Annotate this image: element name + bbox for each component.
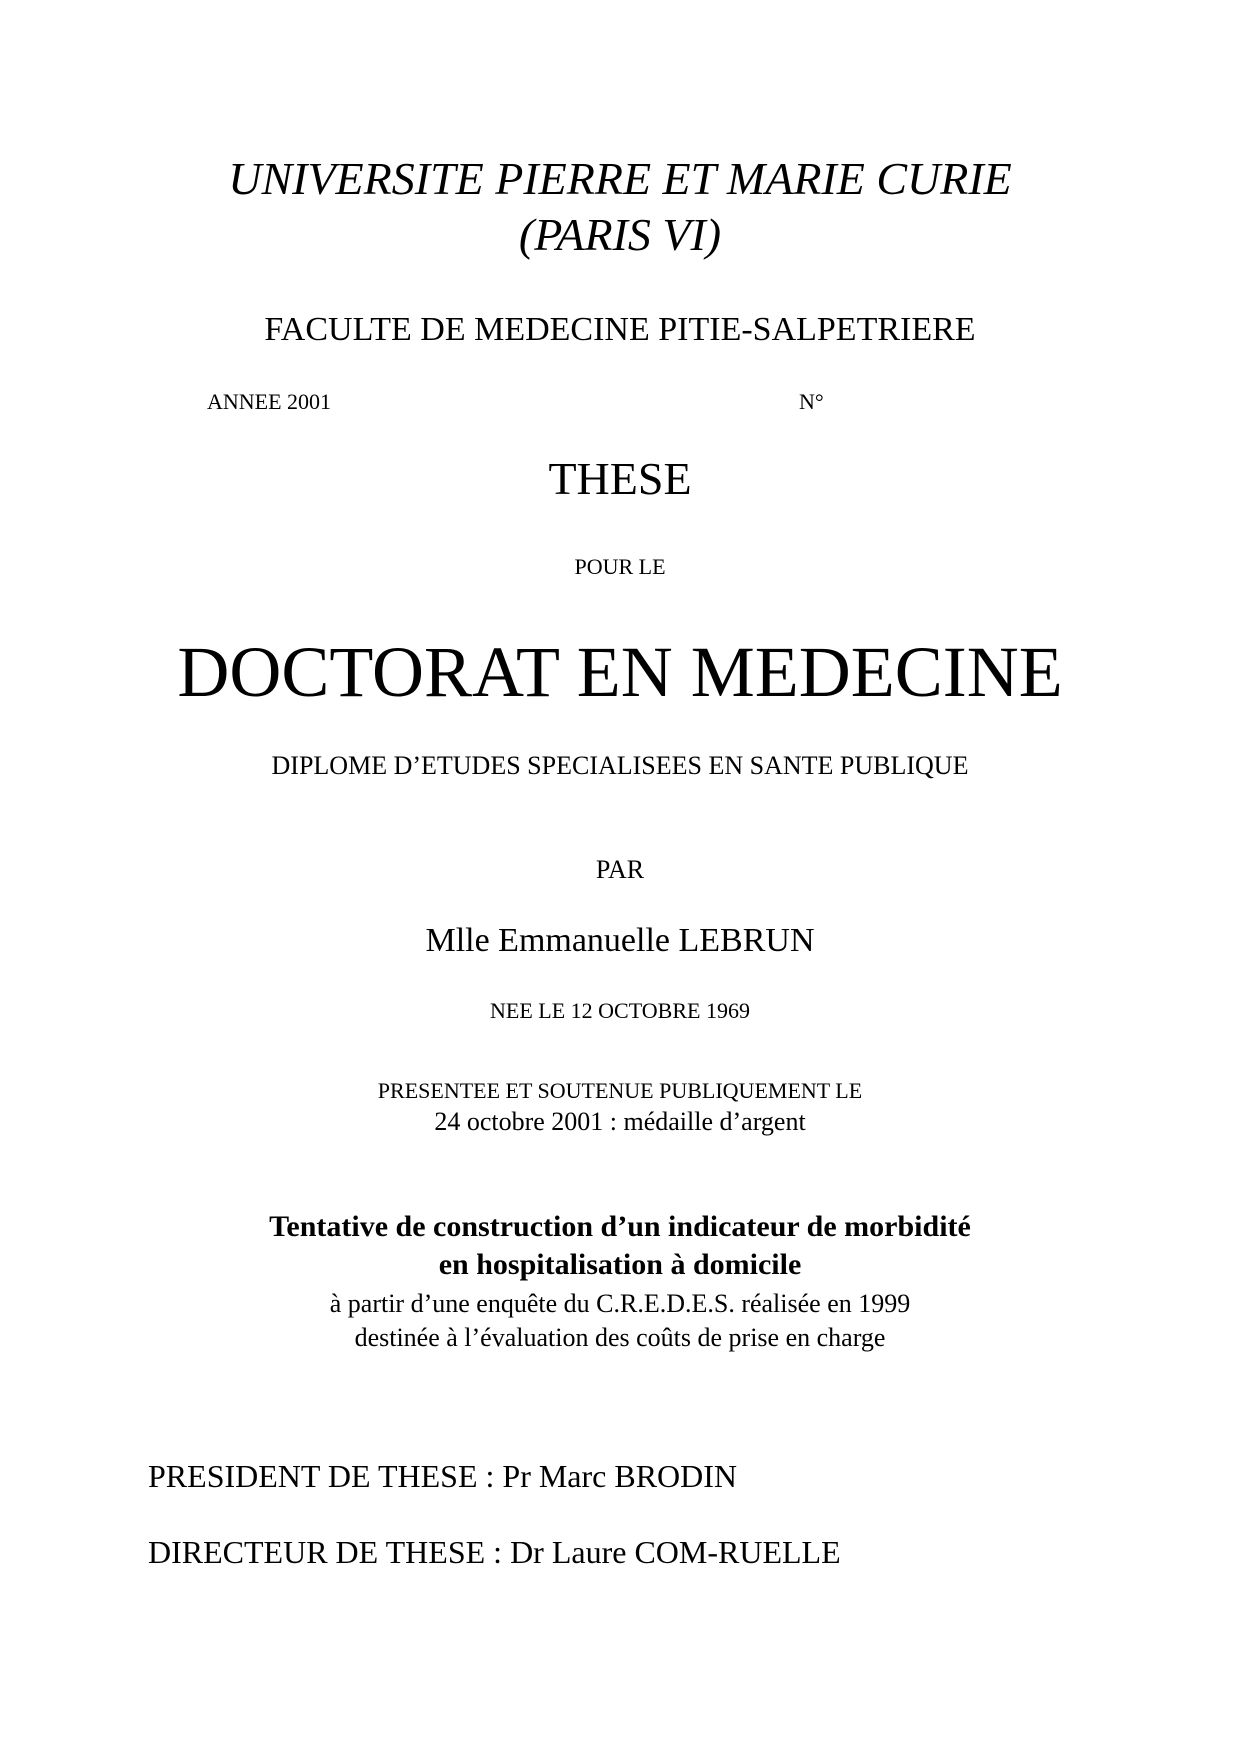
diploma-line: DIPLOME D’ETUDES SPECIALISEES EN SANTE PUBLIQUE: [271, 751, 969, 780]
presented-label: PRESENTEE ET SOUTENUE PUBLIQUEMENT LE: [377, 1078, 863, 1103]
thesis-number-label: N°: [799, 389, 824, 414]
thesis-president: PRESIDENT DE THESE : Pr Marc BRODIN: [148, 1458, 738, 1494]
birth-date: NEE LE 12 OCTOBRE 1969: [490, 998, 750, 1023]
thesis-subtitle-line2: destinée à l’évaluation des coûts de prise en charge: [354, 1323, 886, 1352]
pour-le-label: POUR LE: [574, 554, 666, 579]
thesis-title-line2: en hospitalisation à domicile: [438, 1248, 802, 1281]
university-city: (PARIS VI): [518, 209, 722, 260]
defense-date: 24 octobre 2001 : médaille d’argent: [434, 1107, 806, 1136]
thesis-year: ANNEE 2001: [207, 389, 332, 414]
thesis-title-line1: Tentative de construction d’un indicateur de morbidité: [269, 1210, 971, 1243]
thesis-subtitle-line1: à partir d’une enquête du C.R.E.D.E.S. réalisée en 1999: [329, 1289, 911, 1318]
thesis-heading: THESE: [548, 453, 692, 504]
par-label: PAR: [595, 855, 645, 884]
faculty-name: FACULTE DE MEDECINE PITIE-SALPETRIERE: [264, 311, 976, 348]
thesis-director: DIRECTEUR DE THESE : Dr Laure COM-RUELLE: [148, 1534, 841, 1570]
university-name: UNIVERSITE PIERRE ET MARIE CURIE: [228, 153, 1012, 204]
author-name: Mlle Emmanuelle LEBRUN: [425, 922, 815, 959]
degree-title: DOCTORAT EN MEDECINE: [177, 632, 1063, 712]
